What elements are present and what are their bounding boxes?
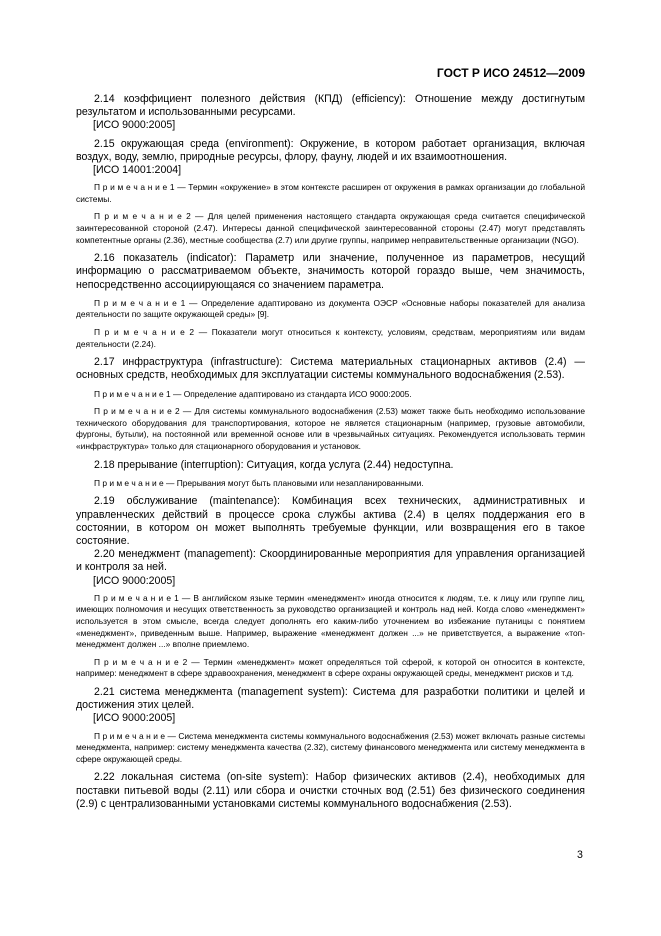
note: П р и м е ч а н и е 1 — В английском языке термин «менеджмент» иногда относится к людям, т.е. к лицу или группе лиц, имеющих полномочия и несущих ответственность за руководство организацией и контроль над ней. Когда слово «менеджмент» используется в этом смысле, всегда следует дополнять его каким-либо уточнением во избежание путаницы с понятием «менеджмент», приведенным выше. Например, выражение «менеджмент должен ...» не приветствуется, а выражение «топ-менеджмент должен ...» вполне приемлемо. <box>76 592 585 650</box>
note: П р и м е ч а н и е 1 — Определение адаптировано из документа ОЭСР «Основные наборы показателей для анализа деятельности по защите окружающей среды» [9]. <box>76 297 585 320</box>
term-source: [ИСО 9000:2005] <box>93 574 176 587</box>
note: П р и м е ч а н и е 1 — Определение адаптировано из стандарта ИСО 9000:2005. <box>94 388 412 399</box>
note: П р и м е ч а н и е 1 — Термин «окружение» в этом контексте расширен от окружения в рамках организации до глобальной системы. <box>76 182 585 204</box>
term-2-16: 2.16 показатель (indicator): Параметр или значение, полученное из параметров, несущий информацию о рассматриваемом объекте, значимость которой гораздо выше, чем значимость, непосредственно ассоциирующаяся со значением параметра. <box>76 252 585 291</box>
note: П р и м е ч а н и е 2 — Показатели могут относиться к контексту, условиям, средствам, мероприятиям или видам деятельности (2.24). <box>76 326 585 349</box>
page-content <box>76 93 585 811</box>
note: П р и м е ч а н и е 2 — Для целей применения настоящего стандарта окружающая среда считается специфической заинтересованной стороной (2.47). Интересы данной специфической заинтересованной стороны (2.47) могут представлять компетентные органы (2.36), местные сообщества (2.7) или другие группы, например неправительственные организации (NGO). <box>76 211 585 245</box>
term-2-19: 2.19 обслуживание (maintenance): Комбинация всех технических, административных и управленческих действий в процессе срока службы актива (2.4) в целях поддержания его в состоянии, в котором он может выполнять требуемые функции, или возвращения его в такое состояние. <box>76 495 585 547</box>
term-source: [ИСО 9000:2005] <box>93 119 176 132</box>
note: П р и м е ч а н и е — Система менеджмента системы коммунального водоснабжения (2.53) может включать разные системы менеджмента, например: систему менеджмента качества (2.32), систему финансового менеджмента или систему менеджмента в сфере окружающей среды. <box>76 730 585 764</box>
term-2-21: 2.21 система менеджмента (management system): Система для разработки политики и целей и достижения этих целей. <box>76 685 585 712</box>
term-source: [ИСО 9000:2005] <box>93 712 176 725</box>
page-number: 3 <box>577 849 583 861</box>
note: П р и м е ч а н и е — Прерывания могут быть плановыми или незапланированными. <box>94 477 424 488</box>
note: П р и м е ч а н и е 2 — Термин «менеджмент» может определяться той сферой, к которой он относится в контексте, например: менеджмент в сфере здравоохранения, менеджмент в сфере охраны окружающей среды, менеджмент рисков и т.д. <box>76 656 585 679</box>
term-source: [ИСО 14001:2004] <box>93 164 182 177</box>
term-2-22: 2.22 локальная система (on-site system): Набор физических активов (2.4), необходимых для поставки питьевой воды (2.11) или сбора и очистки сточных вод (2.51) без физического соединения (2.9) с централизованными установками системы коммунального водоснабжения (2.53). <box>76 771 585 810</box>
term-2-17: 2.17 инфраструктура (infrastructure): Система материальных стационарных активов (2.4) — основных средств, необходимых для эксплуатации системы коммунального водоснабжения (2.53). <box>76 356 585 382</box>
term-2-18: 2.18 прерывание (interruption): Ситуация, когда услуга (2.44) недоступна. <box>94 458 454 471</box>
note: П р и м е ч а н и е 2 — Для системы коммунального водоснабжения (2.53) может также быть необходимо использование технического оборудования для транспортирования, которое не является стационарным (например, грузовые автомобили, фургоны, бутыли), на постоянной или временной основе или в чрезвычайных ситуациях. Рекомендуется использовать термин «инфраструктура» только для стационарного оборудования и установок. <box>76 406 585 451</box>
term-2-20: 2.20 менеджмент (management): Скоординированные мероприятия для управления организацией и контроля за ней. <box>76 548 585 574</box>
term-2-15: 2.15 окружающая среда (environment): Окружение, в котором работает организация, включая воздух, воду, землю, природные ресурсы, флору, фауну, людей и их взаимоотношения. <box>76 137 585 163</box>
term-2-14: 2.14 коэффициент полезного действия (КПД) (efficiency): Отношение между достигнутым результатом и использованными ресурсами. <box>76 93 585 119</box>
document-id: ГОСТ Р ИСО 24512—2009 <box>436 66 585 80</box>
